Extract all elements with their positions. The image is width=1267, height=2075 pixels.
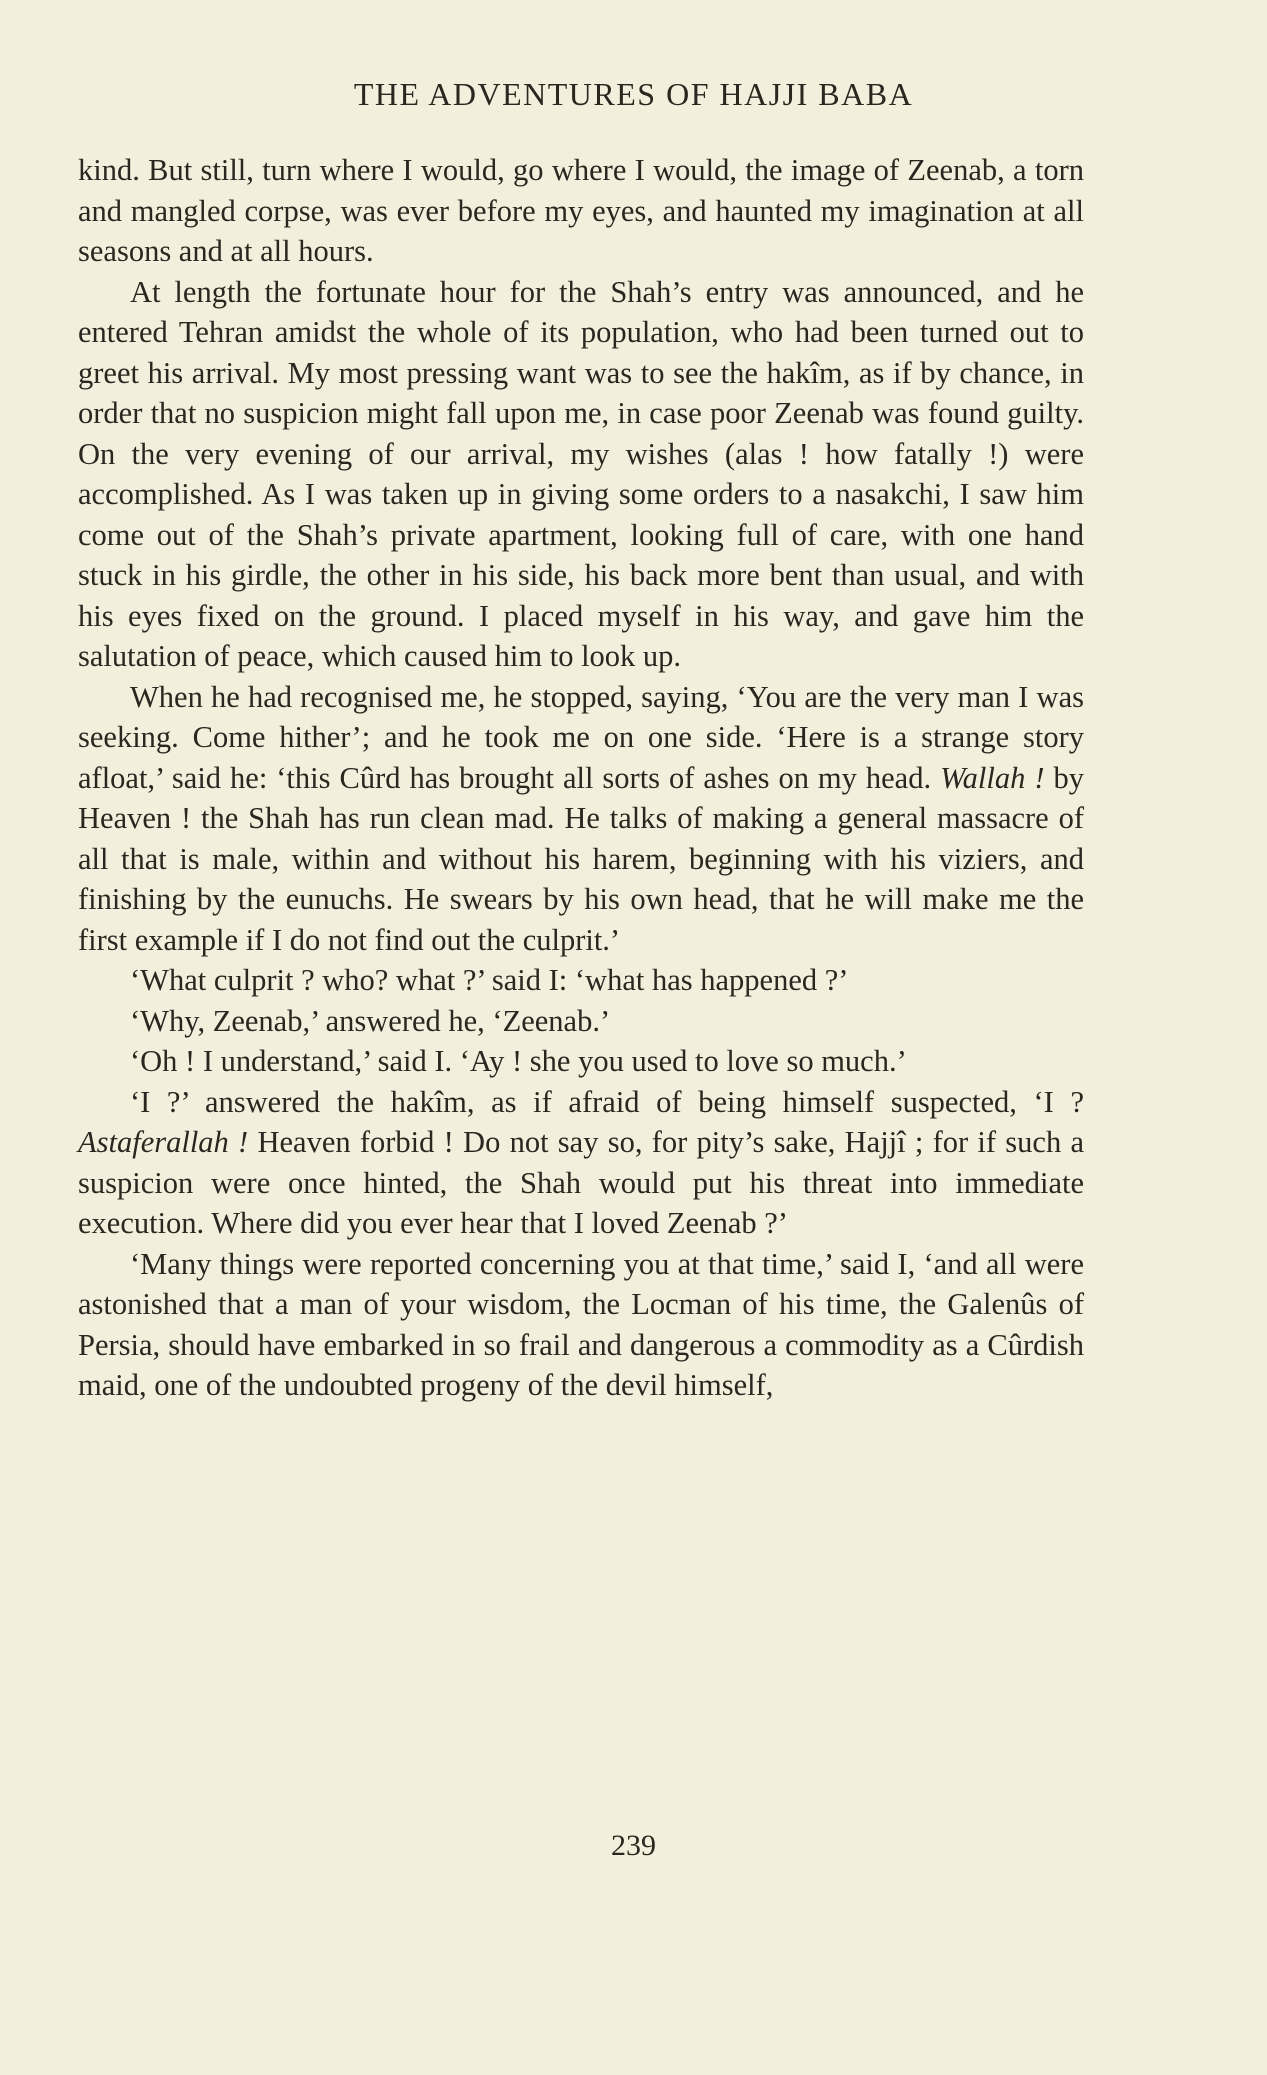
paragraph-3-part-2: by Heaven ! the Shah has run clean mad. He talks of making a general massacre of all that is male, within and without his harem, beginning with his viziers, and finishing by the eunuchs. He swears by his own head, that he will make me the first example if I do not find out the culprit.’	[78, 760, 1084, 957]
paragraph-7-part-2: Heaven forbid ! Do not say so, for pity’s sake, Hajjî ; for if such a suspicion were once hinted, the Shah would put his threat into immediate execution. Where did you ever hear that I loved Zeenab ?’	[78, 1125, 1084, 1240]
paragraph-3-part-1: When he had recognised me, he stopped, saying, ‘You are the very man I was seeking. Come hither’; and he took me on one side. ‘Here is a strange story afloat,’ said he: ‘this Cûrd has brought all sorts of ashes on my head.	[78, 679, 1084, 795]
paragraph-7-part-1: ‘I ?’ answered the hakîm, as if afraid of being himself suspected, ‘I ?	[130, 1084, 1084, 1119]
paragraph-2: At length the fortunate hour for the Shah’s entry was announced, and he entered Tehran amidst the whole of its population, who had been turned out to greet his arrival. My most pressing want was to see the hakîm, as if by chance, in order that no suspicion might fall upon me, in case poor Zeenab was found guilty. On the very evening of our arrival, my wishes (alas ! how fatally !) were accomplished. As I was taken up in giving some orders to a nasakchi, I saw him come out of the Shah’s private apartment, looking full of care, with one hand stuck in his girdle, the other in his side, his back more bent than usual, and with his eyes fixed on the ground. I placed myself in his way, and gave him the salutation of peace, which caused him to look up.	[78, 274, 1084, 673]
paragraph-5: ‘Why, Zeenab,’ answered he, ‘Zeenab.’	[130, 1003, 611, 1038]
italic-astaferallah: Astaferallah !	[78, 1125, 249, 1159]
paragraph-7	[78, 1082, 1084, 1244]
paragraph-6: ‘Oh ! I understand,’ said I. ‘Ay ! she you used to love so much.’	[130, 1044, 907, 1078]
italic-wallah: Wallah !	[940, 760, 1045, 795]
paragraph-3	[78, 677, 1084, 961]
page-number: 239	[611, 1829, 656, 1862]
paragraph-1: kind. But still, turn where I would, go where I would, the image of Zeenab, a torn and mangled corpse, was ever before my eyes, and haunted my imagination at all seasons and at all hours.	[78, 153, 1084, 268]
running-header: THE ADVENTURES OF HAJJI BABA	[353, 76, 914, 112]
paragraph-4: ‘What culprit ? who? what ?’ said I: ‘what has happened ?’	[130, 963, 849, 997]
body-text	[78, 150, 1084, 1406]
paragraph-8: ‘Many things were reported concerning you at that time,’ said I, ‘and all were astonished that a man of your wisdom, the Locman of his time, the Galenûs of Persia, should have embarked in so frail and dangerous a commodity as a Cûrdish maid, one of the undoubted progeny of the devil himself,	[78, 1246, 1084, 1402]
